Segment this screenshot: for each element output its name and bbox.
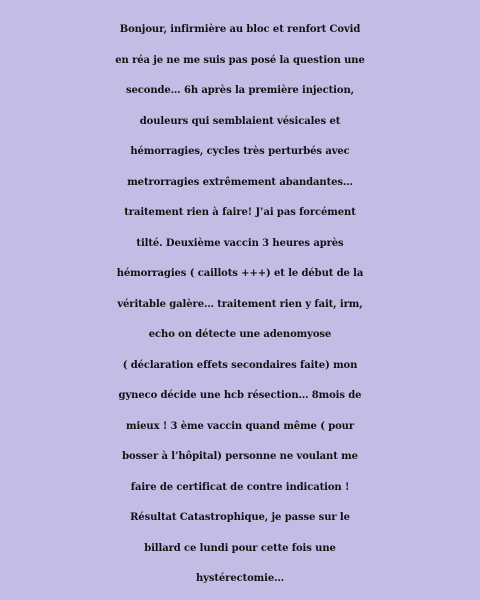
text-line: véritable galère… traitement rien y fait, irm,: [117, 298, 363, 310]
text-line: hystérectomie…: [195, 573, 285, 584]
text-line: douleurs qui semblaient vésicales et: [139, 115, 341, 127]
text-line: mieux ! 3 ème vaccin quand même ( pour: [125, 420, 355, 432]
text-line: en réa je ne me suis pas posé la question une: [115, 54, 365, 66]
text-line: tilté. Deuxième vaccin 3 heures après: [136, 237, 344, 249]
text-line: echo on détecte une adenomyose: [148, 329, 332, 340]
text-line: hémorragies, cycles très perturbés avec: [130, 146, 350, 157]
text-line: Résultat Catastrophique, je passe sur le: [130, 512, 350, 523]
text-line: gyneco décide une hcb résection… 8mois de: [118, 390, 362, 401]
text-line: ( déclaration effets secondaires faite) mon: [122, 359, 358, 371]
text-line: bosser à l’hôpital) personne ne voulant me: [122, 451, 358, 462]
text-line: billard ce lundi pour cette fois une: [144, 542, 336, 554]
text-line: faire de certificat de contre indication !: [130, 481, 350, 493]
testimony-text: [0, 15, 480, 595]
text-line: Bonjour, infirmière au bloc et renfort Covid: [119, 24, 361, 35]
text-line: hémorragies ( caillots +++) et le début de la: [116, 268, 364, 279]
text-line: seconde… 6h après la première injection,: [126, 85, 354, 96]
text-line: metrorragies extrêmement abandantes…: [127, 176, 353, 188]
text-line: traitement rien à faire! J’ai pas forcément: [124, 207, 356, 218]
